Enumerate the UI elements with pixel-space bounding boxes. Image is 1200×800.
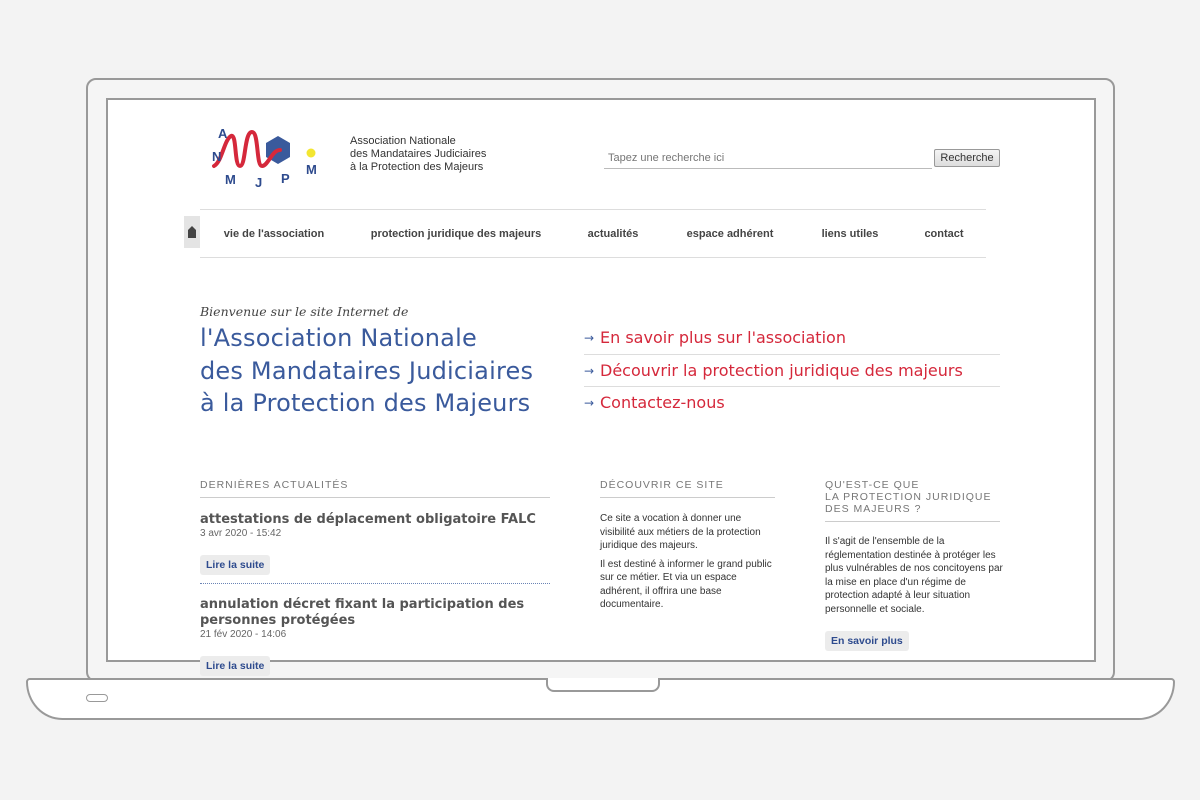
logo-letter-j: J	[255, 175, 263, 190]
welcome-title-line: l'Association Nationale	[200, 324, 477, 352]
quick-link-label: En savoir plus sur l'association	[600, 328, 846, 347]
discover-paragraph: Ce site a vocation à donner une visibilité aux métiers de la protection juridique des majeurs.	[600, 513, 761, 551]
logo-letter-n: N	[212, 149, 222, 164]
association-name	[350, 135, 510, 174]
quick-link-label: Contactez-nous	[600, 393, 725, 412]
discover-text	[600, 512, 775, 617]
what-is-heading-line: DES MAJEURS ?	[825, 503, 922, 515]
laptop-led	[86, 694, 108, 702]
what-is-text: Il s'agit de l'ensemble de la réglementation destinée à protéger les plus vulnérables de nos concitoyens par la mise en place d'un régime de protection adapté à leur situation personnelle et sociale.	[825, 536, 1003, 615]
welcome-title	[200, 322, 533, 420]
browser-screen	[106, 98, 1096, 672]
assoc-name-line: à la Protection des Majeurs	[350, 161, 484, 173]
quick-link-label: Découvrir la protection juridique des majeurs	[600, 360, 963, 380]
nav-item-protection-juridique[interactable]: protection juridique des majeurs	[370, 227, 542, 240]
learn-more-button[interactable]: En savoir plus	[825, 631, 909, 651]
nav-item-liens-utiles[interactable]: liens utiles	[821, 227, 879, 240]
laptop-notch	[546, 678, 660, 692]
quick-links	[584, 322, 1000, 420]
main-nav	[200, 210, 986, 257]
nav-item-vie-association[interactable]: vie de l'association	[223, 227, 325, 240]
welcome-intro: Bienvenue sur le site Internet de	[200, 304, 409, 319]
news-heading-rule	[200, 497, 550, 498]
assoc-name-line: Association Nationale	[350, 135, 456, 147]
news-item-date: 21 fév 2020 - 14:06	[200, 629, 287, 640]
nav-item-actualites[interactable]: actualités	[587, 227, 639, 240]
arrow-right-icon: →	[584, 363, 595, 378]
read-more-button[interactable]: Lire la suite	[200, 555, 270, 575]
search-button[interactable]: Recherche	[934, 149, 1000, 167]
welcome-title-line: des Mandataires Judiciaires	[200, 356, 534, 385]
what-is-heading-line: LA PROTECTION JURIDIQUE	[825, 491, 992, 503]
logo-letter-a: A	[218, 126, 228, 141]
home-button[interactable]	[184, 216, 200, 248]
quick-link-protection[interactable]	[584, 355, 1000, 388]
laptop-base	[26, 678, 1175, 720]
nav-divider-bottom	[200, 257, 986, 258]
what-is-heading-rule	[825, 521, 1000, 522]
assoc-name-line: des Mandataires Judiciaires	[350, 148, 487, 160]
arrow-right-icon: →	[584, 331, 595, 345]
welcome-title-line: à la Protection des Majeurs	[200, 389, 531, 417]
quick-link-contact[interactable]	[584, 387, 1000, 420]
logo-letter-p: P	[281, 171, 290, 186]
news-item-title[interactable]: annulation décret fixant la participation des personnes protégées	[200, 597, 525, 628]
news-item-date: 3 avr 2020 - 15:42	[200, 528, 282, 539]
nav-item-espace-adherent[interactable]: espace adhérent	[686, 227, 774, 240]
arrow-right-icon: →	[584, 396, 595, 410]
what-is-heading-line: QU'EST-CE QUE	[825, 479, 920, 491]
search-input[interactable]	[604, 147, 932, 169]
news-heading: DERNIÈRES ACTUALITÉS	[200, 479, 349, 491]
news-separator	[200, 583, 550, 584]
discover-heading-rule	[600, 497, 775, 498]
what-is-heading	[825, 479, 992, 515]
quick-link-association[interactable]	[584, 322, 1000, 355]
logo-letter-m: M	[225, 172, 236, 187]
discover-paragraph: Il est destiné à informer le grand public sur ce métier. Et via un espace adhérent, il offrira une base documentaire.	[600, 558, 772, 610]
discover-heading: DÉCOUVRIR CE SITE	[600, 479, 724, 491]
nav-item-contact[interactable]: contact	[924, 227, 964, 240]
anmjpm-logo[interactable]	[200, 122, 325, 190]
read-more-button[interactable]: Lire la suite	[200, 656, 270, 676]
news-item-title[interactable]: attestations de déplacement obligatoire FALC	[200, 512, 536, 527]
logo-letter-m2: M	[306, 162, 317, 177]
home-icon	[188, 226, 196, 238]
